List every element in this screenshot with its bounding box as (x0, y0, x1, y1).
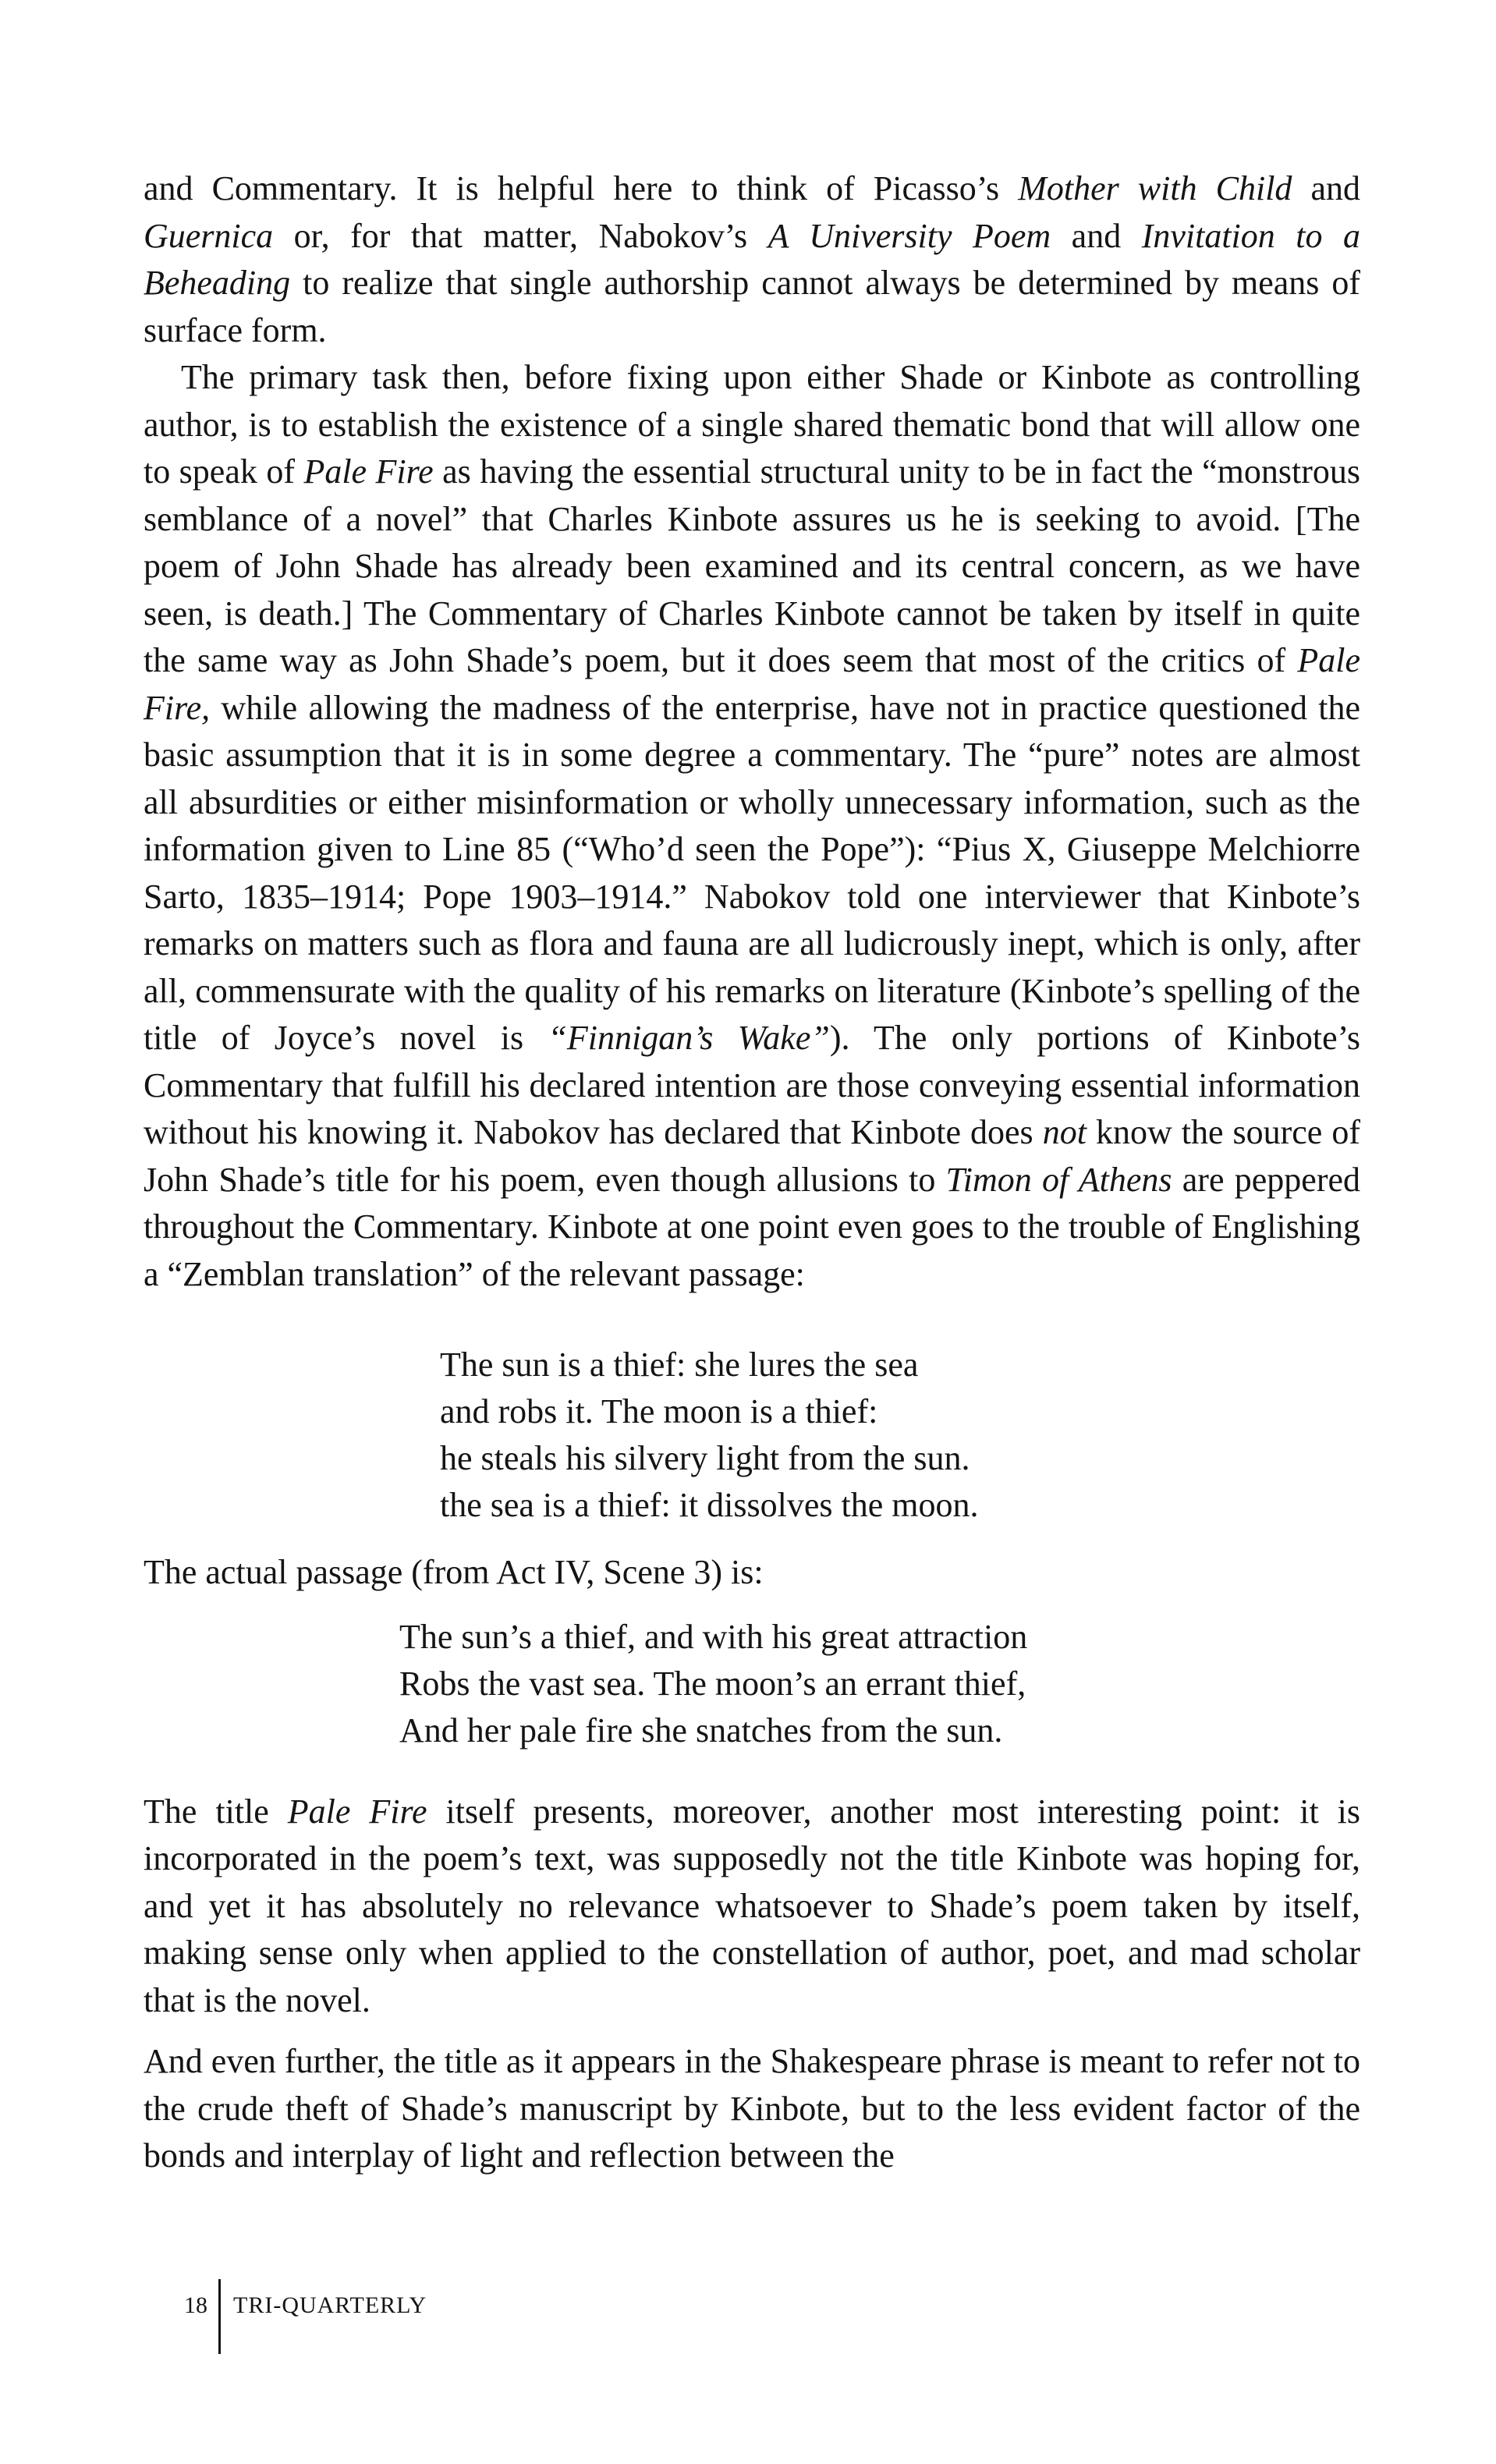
page-footer (184, 2279, 427, 2357)
verse-line: Robs the vast sea. The moon’s an errant thief, (399, 1664, 1026, 1703)
verse-line: the sea is a thief: it dissolves the moon. (440, 1486, 979, 1524)
paragraph-3: The title Pale Fire itself presents, moreover, another most interesting point: it is incorporated in the poem’s text, was supposedly not the title Kinbote was hoping for, and yet it has absolutely no relevance whatsoever to Shade’s poem taken by itself, making sense only when applied to the constellation of author, poet, and mad scholar that is the novel. (144, 1792, 1360, 2019)
document-page (144, 165, 1360, 2180)
paragraph-4: And even further, the title as it appears in the Shakespeare phrase is meant to refer not to the crude theft of Shade’s manuscript by Kinbote, but to the less evident factor of the bonds and interplay of light and reflection between the (144, 2042, 1360, 2175)
paragraph-1: and Commentary. It is helpful here to think of Picasso’s Mother with Child and Guernica or, for that matter, Nabokov’s A University Poem and Invitation to a Beheading to realize that single authorship cannot always be determined by means of surface form. (144, 169, 1361, 349)
paragraph-2: The primary task then, before fixing upon either Shade or Kinbote as controlling author, is to establish the existence of a single shared thematic bond that will allow one to speak of Pale Fire as having the essential structural unity to be in fact the “monstrous semblance of a novel” that Charles Kinbote assures us he is seeking to avoid. [The poem of John Shade has already been examined and its central concern, as we have seen, is death.] The Commentary of Charles Kinbote cannot be taken by itself in quite the same way as John Shade’s poem, but it does seem that most of the critics of Pale Fire, while allowing the madness of the enterprise, have not in practice questioned the basic assumption that it is in some degree a commentary. The “pure” notes are almost all absurdities or either misinformation or wholly unnecessary information, such as the information given to Line 85 (“Who’d seen the Pope”): “Pius X, Giuseppe Melchiorre Sarto, 1835–1914; Pope 1903–1914.” Nabokov told one interviewer that Kinbote’s remarks on matters such as flora and fauna are all ludicrously inept, which is only, after all, commensurate with the quality of his remarks on literature (Kinbote’s spelling of the title of Joyce’s novel is “Finnigan’s Wake”). The only portions of Kinbote’s Commentary that fulfill his declared intention are those conveying essential information without his knowing it. Nabokov has declared that Kinbote does not know the source of John Shade’s title for his poem, even though allusions to Timon of Athens are peppered throughout the Commentary. Kinbote at one point even goes to the trouble of Englishing a “Zemblan translation” of the relevant passage: (144, 358, 1361, 1293)
verse-line: The sun’s a thief, and with his great attraction (399, 1617, 1028, 1656)
page-number: 18 (184, 2292, 207, 2318)
verse-line: And her pale fire she snatches from the sun. (399, 1711, 1003, 1750)
quoted-verse-shakespeare (399, 1614, 1360, 1754)
quoted-verse-translation (440, 1342, 1360, 1529)
verse-line: he steals his silvery light from the sun. (440, 1439, 970, 1477)
running-head: TRI-QUARTERLY (233, 2292, 427, 2318)
bridge-sentence: The actual passage (from Act IV, Scene 3) is: (144, 1553, 764, 1591)
verse-line: The sun is a thief: she lures the sea (440, 1345, 919, 1384)
verse-line: and robs it. The moon is a thief: (440, 1392, 878, 1431)
